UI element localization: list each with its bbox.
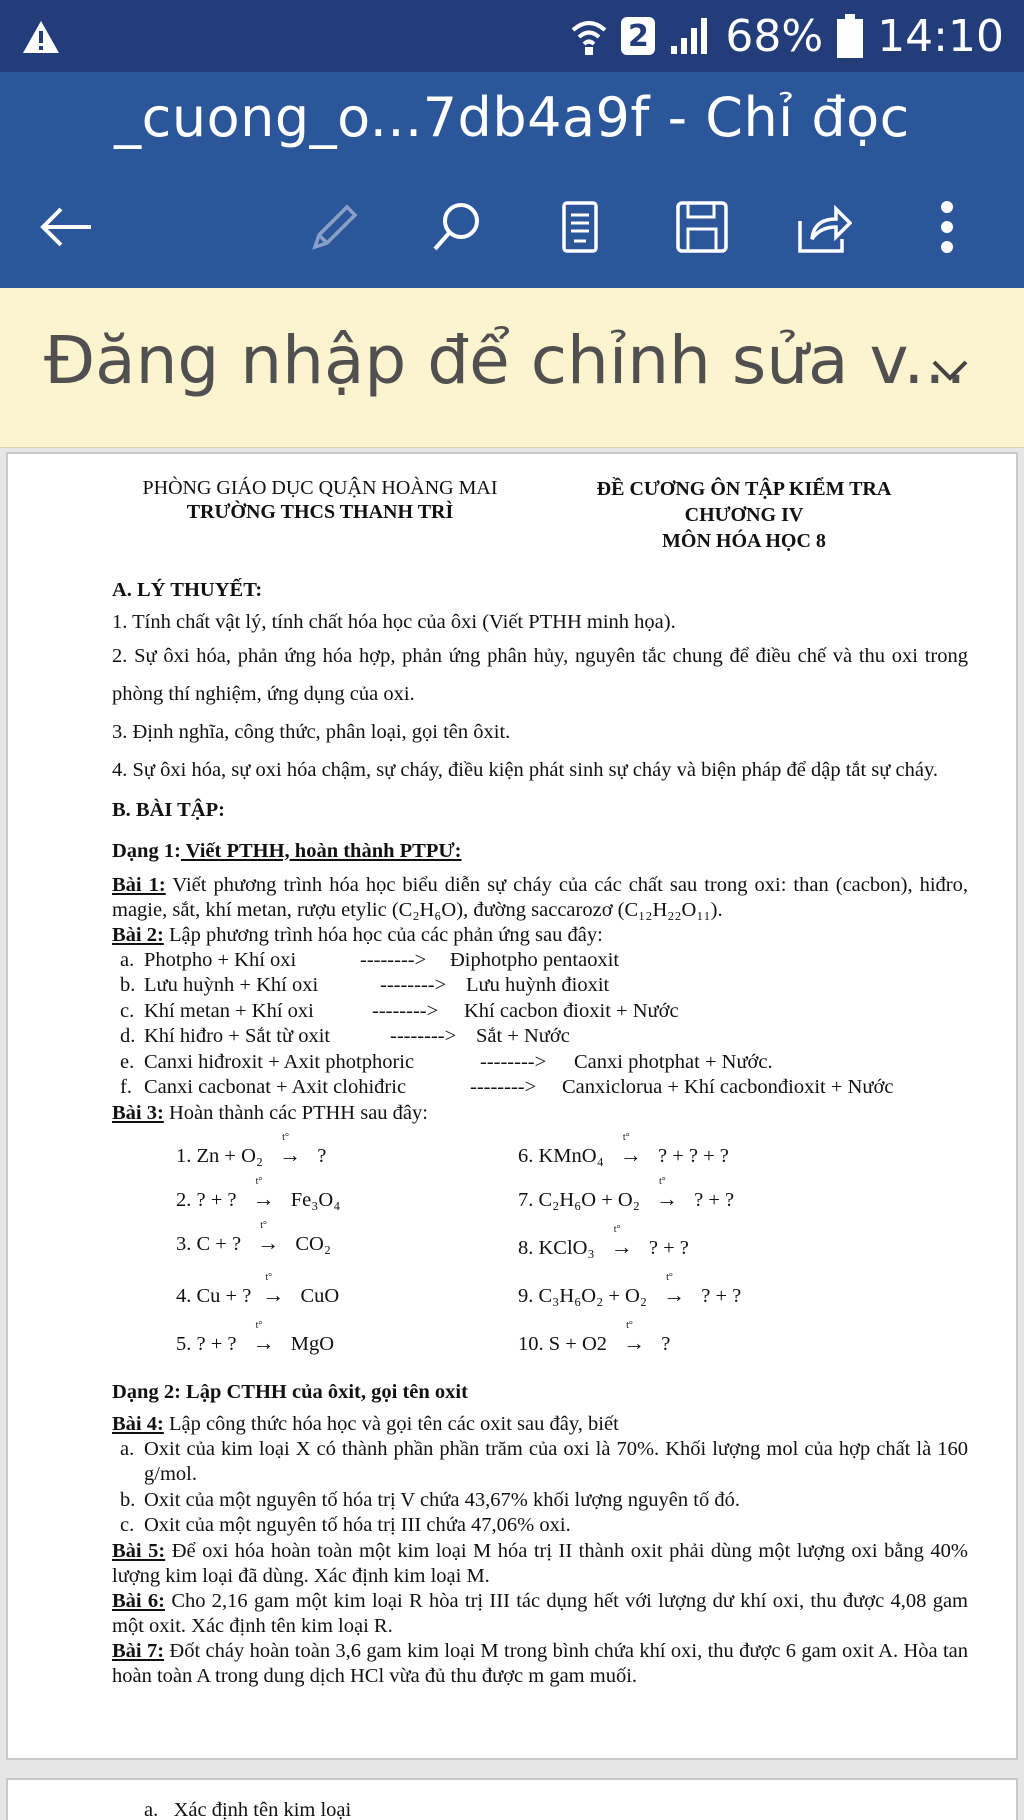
equation-left: 10. S + O2 (518, 1332, 608, 1355)
reaction-arrow (645, 1186, 689, 1213)
reactants: Lưu huỳnh + Khí oxi (144, 974, 319, 997)
equation (176, 1230, 331, 1257)
document-page-2 (6, 1778, 1018, 1820)
exercise-3-label: Bài 3: (112, 1101, 164, 1124)
list-marker: f. (120, 1076, 132, 1099)
header-right (564, 476, 924, 554)
header-right-line-1: ĐỀ CƯƠNG ÔN TẬP KIỂM TRA (596, 478, 892, 500)
reactants: Photpho + Khí oxi (144, 948, 297, 971)
exercise-4-text: Lập công thức hóa học và gọi tên các oxit sau đây, biết (163, 1412, 619, 1435)
equation-left: 3. C + ? (176, 1232, 242, 1255)
exercise-1-text: Viết phương trình hóa học biểu diễn sự cháy của các chất sau trong oxi: than (cacbon), hiđro, magie, sắt, khí metan, rượu etylic (C₂H₆O), đường saccarozơ (C₁₂H₂₂O₁₁). (112, 873, 968, 921)
equation-left: 6. KMnO₄ (518, 1144, 604, 1167)
header-left-line-1: PHÒNG GIÁO DỤC QUẬN HOÀNG MAI (142, 477, 498, 499)
header-right-line-3: MÔN HÓA HỌC 8 (662, 530, 826, 552)
more-options-button[interactable] (902, 182, 992, 272)
equation (176, 1330, 334, 1357)
dang-1-text: Viết PTHH, hoàn thành PTPƯ: (180, 839, 462, 862)
exercise-7-label: Bài 7: (112, 1639, 165, 1662)
reading-view-icon (558, 199, 602, 255)
wifi-icon (571, 16, 607, 56)
exercise-5 (112, 1539, 968, 1589)
theory-item: 2. Sự ôxi hóa, phản ứng hóa hợp, phản ứng phân hủy, nguyên tắc chung để điều chế và thu oxi trong phòng thí nghiệm, ứng dụng của oxi. (112, 644, 968, 705)
exercise-7-text: Đốt cháy hoàn toàn 3,6 gam kim loại M trong bình chứa khí oxi, thu được 6 gam oxit A. Hòa tan hoàn toàn A trong dung dịch HCl vừa đủ thu được m gam muối. (112, 1639, 968, 1687)
equation-right: ? (317, 1144, 327, 1167)
sim-slot-number: 2 (627, 18, 649, 54)
section-a-title: A. LÝ THUYẾT: (112, 579, 263, 601)
equation (176, 1282, 339, 1309)
equation-left: 4. Cu + ? (176, 1284, 252, 1307)
toolbar (0, 182, 1024, 282)
exercise-2-label: Bài 2: (112, 923, 164, 946)
reactants: Khí metan + Khí oxi (144, 999, 314, 1022)
status-bar (0, 0, 1024, 72)
exercise-3 (112, 1101, 968, 1126)
reaction-arrow: --------> (372, 999, 439, 1022)
search-button[interactable] (412, 182, 502, 272)
reaction-arrow (246, 1230, 290, 1257)
exercise-2-text: Lập phương trình hóa học của các phản ứng sau đây: (163, 923, 603, 946)
reaction-arrow (268, 1142, 312, 1169)
share-button[interactable] (779, 182, 869, 272)
equation-left: 9. C₃H₆O₂ + O₂ (518, 1284, 647, 1307)
back-button[interactable] (20, 182, 110, 272)
exercise-7 (112, 1639, 968, 1689)
exercise-6-label: Bài 6: (112, 1589, 166, 1612)
list-item (112, 1024, 968, 1050)
list-item (112, 973, 968, 999)
equation-left: 2. ? + ? (176, 1188, 237, 1211)
equation (518, 1282, 741, 1309)
reaction-arrow: --------> (380, 974, 447, 997)
list-item (112, 1437, 968, 1488)
list-marker: c. (120, 1514, 135, 1537)
exercise-2-list (112, 948, 968, 1101)
list-marker: a. (120, 1437, 135, 1460)
equation-right: ? + ? + ? (657, 1144, 729, 1167)
header-left (120, 476, 520, 524)
exercise-3-equations (112, 1132, 968, 1364)
pencil-icon (307, 199, 363, 255)
document-page (6, 452, 1018, 1760)
products: Khí cacbon đioxit + Nước (464, 999, 679, 1022)
dang-1-prefix: Dạng 1: (112, 839, 181, 862)
battery-icon (837, 14, 863, 58)
reaction-arrow (612, 1330, 656, 1357)
document-body (112, 578, 968, 1689)
list-text: Oxit của một nguyên tố hóa trị III chứa 47,06% oxi. (144, 1514, 571, 1537)
exercise-1 (112, 873, 968, 923)
more-icon (937, 199, 957, 255)
reaction-arrow: --------> (360, 948, 427, 971)
list-marker: b. (120, 1488, 136, 1511)
reaction-arrow: --------> (390, 1025, 457, 1048)
equation (176, 1142, 326, 1169)
products: Sắt + Nước (476, 1025, 570, 1048)
products: Lưu huỳnh đioxit (466, 974, 610, 997)
theory-item: 3. Định nghĩa, công thức, phân loại, gọi tên ôxit. (112, 720, 511, 743)
status-right-group (571, 0, 1004, 72)
exercise-5-label: Bài 5: (112, 1539, 166, 1562)
exercise-6-text: Cho 2,16 gam một kim loại R hòa trị III tác dụng hết với lượng dư khí oxi, thu được 4,08 gam một oxit. Xác định tên kim loại R. (112, 1589, 969, 1637)
products: Điphotpho pentaoxit (450, 948, 620, 971)
equation (518, 1142, 729, 1169)
exercise-4-label: Bài 4: (112, 1412, 164, 1435)
reactants: Khí hiđro + Sắt từ oxit (144, 1025, 331, 1048)
sim-icon (621, 17, 655, 55)
list-marker: a. (120, 948, 135, 971)
list-item (112, 948, 968, 974)
save-button[interactable] (657, 182, 747, 272)
list-item (112, 999, 968, 1025)
equation (176, 1186, 340, 1213)
equation-right: Fe₃O₄ (290, 1188, 341, 1211)
header-right-line-2: CHƯƠNG IV (684, 504, 804, 526)
save-icon (674, 199, 730, 255)
equation-right: ? (661, 1332, 671, 1355)
equation (518, 1186, 734, 1213)
reaction-arrow (609, 1142, 653, 1169)
equation-right: MgO (290, 1332, 335, 1355)
reaction-arrow (251, 1282, 295, 1309)
exercise-4 (112, 1412, 968, 1437)
section-b-title: B. BÀI TẬP: (112, 798, 225, 821)
dang-1-title (112, 831, 968, 871)
back-arrow-icon (37, 205, 93, 249)
products: Canxi photphat + Nước. (574, 1050, 773, 1073)
reactants: Canxi cacbonat + Axit clohiđric (144, 1076, 407, 1099)
equation-left: 5. ? + ? (176, 1332, 237, 1355)
banner-text: Đăng nhập để chỉnh sửa v... (44, 322, 967, 399)
list-marker: b. (120, 974, 136, 997)
share-icon (796, 199, 852, 255)
dang-2-title: Dạng 2: Lập CTHH của ôxit, gọi tên oxit (112, 1380, 468, 1403)
app-bar (0, 72, 1024, 288)
list-item (112, 1488, 968, 1514)
page-2-first-line: a. Xác định tên kim loại (144, 1799, 352, 1820)
reaction-arrow (242, 1186, 286, 1213)
reaction-arrow (242, 1330, 286, 1357)
signal-icon (669, 16, 711, 56)
list-item (112, 1075, 968, 1101)
exercise-3-text: Hoàn thành các PTHH sau đây: (163, 1101, 428, 1124)
equation-right: ? + ? (701, 1284, 742, 1307)
exercise-2 (112, 923, 968, 948)
exercise-4-list (112, 1437, 968, 1539)
header-left-line-2: TRƯỜNG THCS THANH TRÌ (186, 501, 454, 523)
reactants: Canxi hiđroxit + Axit photphoric (144, 1050, 415, 1073)
chevron-down-icon[interactable] (920, 338, 980, 398)
search-icon (429, 199, 485, 255)
reaction-arrow: --------> (480, 1050, 547, 1073)
list-item (112, 1050, 968, 1076)
battery-percent: 68% (725, 10, 824, 62)
exercise-6 (112, 1589, 968, 1639)
equation-left: 1. Zn + O₂ (176, 1144, 264, 1167)
equation-right: CuO (300, 1284, 340, 1307)
equation (518, 1234, 689, 1261)
list-marker: d. (120, 1025, 136, 1048)
list-text: Oxit của kim loại X có thành phần phần trăm của oxi là 70%. Khối lượng mol của hợp chất là 160 g/mol. (144, 1437, 968, 1486)
reaction-arrow (652, 1282, 696, 1309)
exercise-5-text: Để oxi hóa hoàn toàn một kim loại M hóa trị II thành oxit phải dùng một lượng oxi bằng 40% lượng kim loại đã dùng. Xác định kim loại M. (112, 1539, 969, 1587)
list-marker: e. (120, 1050, 135, 1073)
theory-item: 1. Tính chất vật lý, tính chất hóa học của ôxi (Viết PTHH minh họa). (112, 610, 676, 633)
reading-view-button[interactable] (535, 182, 625, 272)
sign-in-to-edit-banner[interactable] (0, 288, 1024, 448)
exercise-1-label: Bài 1: (112, 873, 166, 896)
equation-right: ? + ? (648, 1236, 689, 1259)
equation-left: 7. C₂H₆O + O₂ (518, 1188, 640, 1211)
warning-icon (22, 20, 60, 54)
list-text: Oxit của một nguyên tố hóa trị V chứa 43,67% khối lượng nguyên tố đó. (144, 1488, 740, 1511)
edit-button[interactable] (290, 182, 380, 272)
equation-right: ? + ? (694, 1188, 735, 1211)
list-item (112, 1513, 968, 1539)
products: Canxiclorua + Khí cacbonđioxit + Nước (562, 1076, 894, 1099)
list-marker: c. (120, 999, 135, 1022)
theory-item: 4. Sự ôxi hóa, sự oxi hóa chậm, sự cháy, điều kiện phát sinh sự cháy và biện pháp để dập tắt sự cháy. (112, 758, 939, 781)
equation-right: CO₂ (295, 1232, 331, 1255)
status-time: 14:10 (877, 10, 1004, 62)
equation (518, 1330, 670, 1357)
equation-left: 8. KClO₃ (518, 1236, 595, 1259)
reaction-arrow (600, 1234, 644, 1261)
reaction-arrow: --------> (470, 1076, 537, 1099)
document-title: _cuong_o...7db4a9f - Chỉ đọc (114, 86, 910, 149)
